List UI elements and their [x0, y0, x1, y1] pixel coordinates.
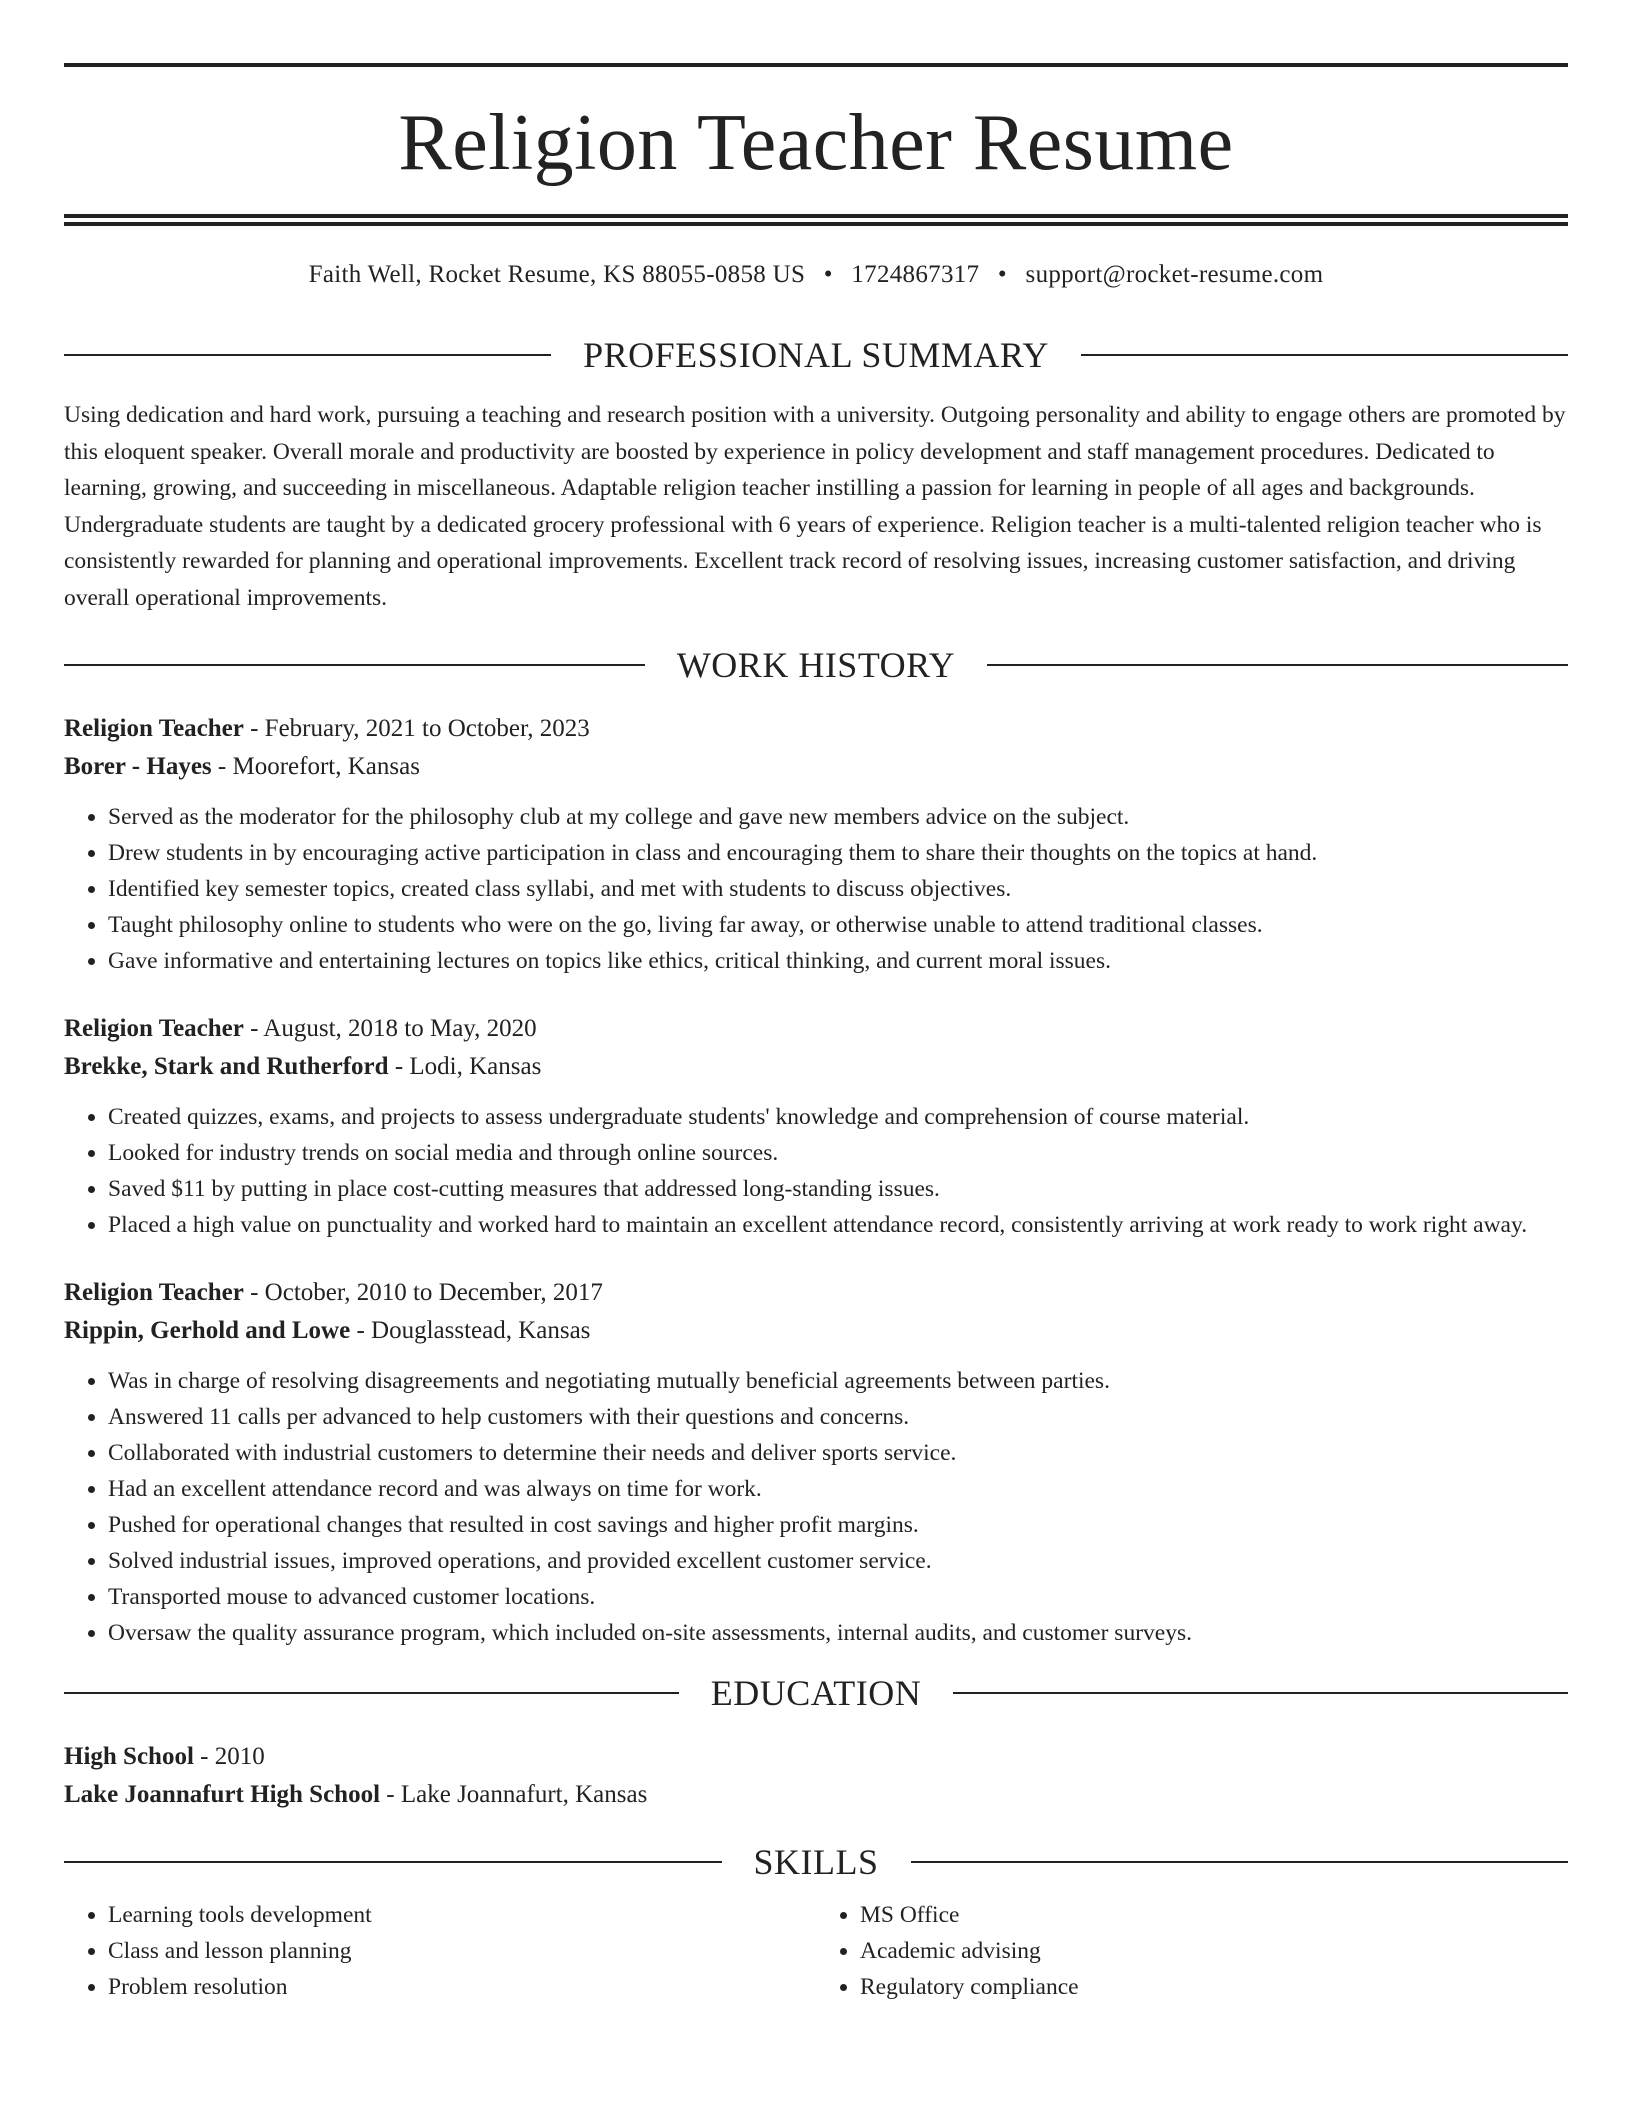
company-location: - Lodi, Kansas	[388, 1053, 542, 1080]
school-location: - Lake Joannafurt, Kansas	[380, 1781, 648, 1808]
job-bullet: • Drew students in by encouraging active participation in class and encouraging them to share their thoughts on the topics at hand.	[108, 835, 1568, 871]
job-bullet-list	[64, 1363, 1568, 1651]
job-title-line	[64, 1274, 1568, 1312]
heading-rule	[64, 664, 645, 666]
company-location: - Moorefort, Kansas	[211, 753, 420, 780]
education-entry	[64, 1738, 1568, 1814]
summary-text: Using dedication and hard work, pursuing a teaching and research position with a university. Outgoing personality and ability to engage others are promoted by this eloquent speaker. Overall morale and productivity are boosted by experience in policy development and staff management procedures. Dedicated to learning, growing, and succeeding in miscellaneous. Adaptable religion teacher instilling a passion for learning in people of all ages and backgrounds. Undergraduate students are taught by a dedicated grocery professional with 6 years of experience. Religion teacher is a multi-talented religion teacher who is consistently rewarded for planning and operational improvements. Excellent track record of resolving issues, increasing customer satisfaction, and driving overall operational improvements.	[64, 402, 1566, 611]
section-heading-text: PROFESSIONAL SUMMARY	[583, 335, 1049, 375]
heading-rule	[64, 1861, 722, 1863]
skills-list-right	[816, 1897, 1568, 2005]
job-entry	[64, 1010, 1568, 1243]
skill-item: • Learning tools development	[108, 1897, 816, 1933]
section-heading-work-history	[64, 647, 1568, 683]
contact-line	[64, 262, 1568, 287]
job-bullet: • Collaborated with industrial customers to determine their needs and deliver sports service.	[108, 1435, 1568, 1471]
job-bullet: • Had an excellent attendance record and was always on time for work.	[108, 1471, 1568, 1507]
job-bullet: • Answered 11 calls per advanced to help customers with their questions and concerns.	[108, 1399, 1568, 1435]
job-bullet: • Pushed for operational changes that resulted in cost savings and higher profit margins.	[108, 1507, 1568, 1543]
skill-item: • Academic advising	[860, 1933, 1568, 1969]
job-bullet: • Served as the moderator for the philosophy club at my college and gave new members advice on the subject.	[108, 799, 1568, 835]
heading-rule	[64, 1692, 679, 1694]
company-name: Rippin, Gerhold and Lowe	[64, 1317, 351, 1344]
section-heading-text: EDUCATION	[710, 1673, 922, 1713]
section-heading-skills	[64, 1844, 1568, 1880]
skills-grid	[64, 1897, 1568, 2005]
contact-address: Faith Well, Rocket Resume, KS 88055-0858 US	[308, 261, 806, 288]
job-title: Religion Teacher	[64, 715, 244, 742]
job-title: Religion Teacher	[64, 1015, 244, 1042]
title-double-rule	[64, 214, 1568, 226]
job-bullet: • Saved $11 by putting in place cost-cutting measures that addressed long-standing issues.	[108, 1171, 1568, 1207]
job-dates: - August, 2018 to May, 2020	[243, 1015, 537, 1042]
heading-rule	[64, 354, 551, 356]
section-heading-text: WORK HISTORY	[676, 645, 956, 685]
job-bullet-list	[64, 1099, 1568, 1243]
section-heading-text: SKILLS	[753, 1842, 879, 1882]
job-bullet: • Was in charge of resolving disagreements and negotiating mutually beneficial agreements between parties.	[108, 1363, 1568, 1399]
skills-list-left	[64, 1897, 816, 2005]
degree-name: High School	[64, 1743, 194, 1770]
job-bullet: • Identified key semester topics, created class syllabi, and met with students to discuss objectives.	[108, 871, 1568, 907]
contact-separator: •	[823, 261, 833, 288]
job-bullet: • Oversaw the quality assurance program, which included on-site assessments, internal audits, and customer surveys.	[108, 1615, 1568, 1651]
job-bullet: • Transported mouse to advanced customer locations.	[108, 1579, 1568, 1615]
job-entry	[64, 1274, 1568, 1651]
job-bullet-list	[64, 799, 1568, 979]
heading-rule	[987, 664, 1568, 666]
job-bullet: • Placed a high value on punctuality and worked hard to maintain an excellent attendance record, consistently arriving at work ready to work right away.	[108, 1207, 1568, 1243]
top-rule	[64, 63, 1568, 67]
skill-item: • Problem resolution	[108, 1969, 816, 2005]
school-line	[64, 1776, 1568, 1814]
school-name: Lake Joannafurt High School	[64, 1781, 381, 1808]
contact-email: support@rocket-resume.com	[1025, 261, 1324, 288]
degree-line	[64, 1738, 1568, 1776]
skill-item: • Regulatory compliance	[860, 1969, 1568, 2005]
company-line	[64, 1048, 1568, 1086]
heading-rule	[953, 1692, 1568, 1694]
degree-year: - 2010	[193, 1743, 265, 1770]
skill-item: • Class and lesson planning	[108, 1933, 816, 1969]
heading-rule	[1081, 354, 1568, 356]
company-name: Brekke, Stark and Rutherford	[64, 1053, 389, 1080]
job-bullet: • Gave informative and entertaining lectures on topics like ethics, critical thinking, and current moral issues.	[108, 943, 1568, 979]
contact-separator: •	[997, 261, 1007, 288]
company-line	[64, 748, 1568, 786]
job-dates: - February, 2021 to October, 2023	[243, 715, 590, 742]
job-bullet: • Taught philosophy online to students who were on the go, living far away, or otherwise unable to attend traditional classes.	[108, 907, 1568, 943]
company-name: Borer - Hayes	[64, 753, 212, 780]
job-title-line	[64, 710, 1568, 748]
job-title-line	[64, 1010, 1568, 1048]
job-entry	[64, 710, 1568, 979]
job-bullet: • Looked for industry trends on social media and through online sources.	[108, 1135, 1568, 1171]
page-title: Religion Teacher Resume	[398, 99, 1234, 187]
skill-item: • MS Office	[860, 1897, 1568, 1933]
job-bullet: • Created quizzes, exams, and projects to assess undergraduate students' knowledge and comprehension of course material.	[108, 1099, 1568, 1135]
company-line	[64, 1312, 1568, 1350]
job-title: Religion Teacher	[64, 1279, 244, 1306]
heading-rule	[911, 1861, 1569, 1863]
section-heading-education	[64, 1675, 1568, 1711]
section-heading-summary	[64, 337, 1568, 373]
company-location: - Douglasstead, Kansas	[350, 1317, 591, 1344]
job-dates: - October, 2010 to December, 2017	[243, 1279, 603, 1306]
job-bullet: • Solved industrial issues, improved operations, and provided excellent customer service.	[108, 1543, 1568, 1579]
contact-phone: 1724867317	[851, 261, 980, 288]
